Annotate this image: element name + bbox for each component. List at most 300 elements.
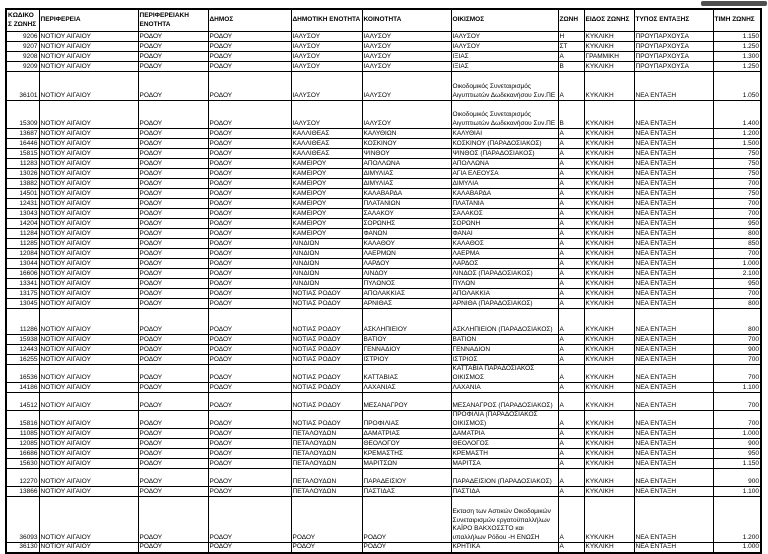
cell-regional-unit: ΡΟΔΟΥ bbox=[138, 159, 208, 169]
cell-regional-unit: ΡΟΔΟΥ bbox=[138, 179, 208, 189]
cell-municipal-unit: ΠΕΤΑΛΟΥΔΩΝ bbox=[291, 439, 362, 449]
cell-settlement: ΚΑΛΥΘΙΑΙ bbox=[451, 129, 558, 139]
cell-entry-type: ΝΕΑ ΕΝΤΑΞΗ bbox=[634, 289, 713, 299]
table-row bbox=[6, 269, 761, 279]
cell-municipality: ΡΟΔΟΥ bbox=[208, 62, 291, 72]
cell-settlement: ΔΙΜΥΛΙΑ bbox=[451, 179, 558, 189]
cell-municipal-unit: ΙΑΛΥΣΟΥ bbox=[291, 52, 362, 62]
cell-municipality: ΡΟΔΟΥ bbox=[208, 179, 291, 189]
cell-entry-type: ΝΕΑ ΕΝΤΑΞΗ bbox=[634, 259, 713, 269]
cell-municipality: ΡΟΔΟΥ bbox=[208, 383, 291, 393]
cell-municipality: ΡΟΔΟΥ bbox=[208, 269, 291, 279]
cell-settlement: ΙΞΙΑΣ bbox=[451, 62, 558, 72]
cell-region: ΝΟΤΙΟΥ ΑΙΓΑΙΟΥ bbox=[39, 487, 138, 497]
cell-zone-code: 11286 bbox=[6, 309, 39, 335]
cell-zone-price: 1.100 bbox=[713, 383, 761, 393]
cell-regional-unit: ΡΟΔΟΥ bbox=[138, 139, 208, 149]
cell-zone-kind: ΓΡΑΜΜΙΚΗ bbox=[584, 52, 634, 62]
cell-municipal-unit: ΚΑΜΕΙΡΟΥ bbox=[291, 189, 362, 199]
cell-region: ΝΟΤΙΟΥ ΑΙΓΑΙΟΥ bbox=[39, 32, 138, 42]
cell-municipal-unit: ΙΑΛΥΣΟΥ bbox=[291, 62, 362, 72]
cell-region: ΝΟΤΙΟΥ ΑΙΓΑΙΟΥ bbox=[39, 72, 138, 101]
cell-region: ΝΟΤΙΟΥ ΑΙΓΑΙΟΥ bbox=[39, 355, 138, 365]
cell-community: ΔΑΜΑΤΡΙΑΣ bbox=[362, 429, 451, 439]
cell-community: ΙΑΛΥΣΟΥ bbox=[362, 62, 451, 72]
cell-zone-price: 1.500 bbox=[713, 139, 761, 149]
cell-municipal-unit: ΝΟΤΙΑΣ ΡΟΔΟΥ bbox=[291, 345, 362, 355]
cell-zone-kind: ΚΥΚΛΙΚΗ bbox=[584, 129, 634, 139]
cell-zone-code: 12443 bbox=[6, 345, 39, 355]
column-header-zone-code: ΚΩΔΙΚΟΣ ΖΩΝΗΣ bbox=[6, 9, 39, 32]
cell-municipality: ΡΟΔΟΥ bbox=[208, 393, 291, 411]
cell-entry-type: ΝΕΑ ΕΝΤΑΞΗ bbox=[634, 497, 713, 543]
cell-municipality: ΡΟΔΟΥ bbox=[208, 459, 291, 469]
cell-settlement: ΔΑΜΑΤΡΙΑ bbox=[451, 429, 558, 439]
cell-entry-type: ΝΕΑ ΕΝΤΑΞΗ bbox=[634, 169, 713, 179]
cell-zone-price: 900 bbox=[713, 345, 761, 355]
cell-community: ΙΣΤΡΙΟΥ bbox=[362, 355, 451, 365]
cell-zone-code: 14186 bbox=[6, 383, 39, 393]
table-row bbox=[6, 345, 761, 355]
cell-zone: Α bbox=[558, 239, 584, 249]
cell-settlement: Εκταση των Αστικών Οικοδομικών Συνεταιρισμών εργατοϋπαλλήλων ΚΑΪΡΟ ΒΑΚΧΟΣΣΤΟ και υπαλλήλων Ρόδου -Η ΕΝΩΣΗ bbox=[451, 497, 558, 543]
cell-zone-price: 700 bbox=[713, 335, 761, 345]
cell-municipality: ΡΟΔΟΥ bbox=[208, 229, 291, 239]
cell-settlement: ΦΑΝΑΙ bbox=[451, 229, 558, 239]
cell-community: ΔΙΜΥΛΙΑΣ bbox=[362, 179, 451, 189]
cell-regional-unit: ΡΟΔΟΥ bbox=[138, 469, 208, 487]
cell-community: ΚΑΛΥΘΙΩΝ bbox=[362, 129, 451, 139]
cell-zone-kind: ΚΥΚΛΙΚΗ bbox=[584, 459, 634, 469]
cell-entry-type: ΝΕΑ ΕΝΤΑΞΗ bbox=[634, 469, 713, 487]
table-row bbox=[6, 299, 761, 309]
cell-region: ΝΟΤΙΟΥ ΑΙΓΑΙΟΥ bbox=[39, 449, 138, 459]
cell-settlement: ΜΕΣΑΝΑΓΡΟΣ (ΠΑΡΑΔΟΣΙΑΚΟΣ) bbox=[451, 393, 558, 411]
cell-zone-code: 36130 bbox=[6, 543, 39, 553]
cell-community: ΛΑΡΔΟΥ bbox=[362, 259, 451, 269]
cell-zone: Α bbox=[558, 345, 584, 355]
cell-community: ΑΠΟΛΛΩΝΑ bbox=[362, 159, 451, 169]
cell-community: ΙΑΛΥΣΟΥ bbox=[362, 101, 451, 129]
cell-zone-price: 2.100 bbox=[713, 269, 761, 279]
cell-municipality: ΡΟΔΟΥ bbox=[208, 149, 291, 159]
cell-region: ΝΟΤΙΟΥ ΑΙΓΑΙΟΥ bbox=[39, 411, 138, 429]
cell-settlement: ΑΓΙΑ ΕΛΕΟΥΣΑ bbox=[451, 169, 558, 179]
cell-region: ΝΟΤΙΟΥ ΑΙΓΑΙΟΥ bbox=[39, 249, 138, 259]
column-header-settlement: ΟΙΚΙΣΜΟΣ bbox=[451, 9, 558, 32]
cell-settlement: ΑΡΝΙΘΑ (ΠΑΡΑΔΟΣΙΑΚΟΣ) bbox=[451, 299, 558, 309]
cell-entry-type: ΝΕΑ ΕΝΤΑΞΗ bbox=[634, 229, 713, 239]
cell-entry-type: ΝΕΑ ΕΝΤΑΞΗ bbox=[634, 249, 713, 259]
cell-community: ΚΡΕΜΑΣΤΗΣ bbox=[362, 449, 451, 459]
cell-community: ΨΙΝΘΟΥ bbox=[362, 149, 451, 159]
cell-region: ΝΟΤΙΟΥ ΑΙΓΑΙΟΥ bbox=[39, 42, 138, 52]
cell-regional-unit: ΡΟΔΟΥ bbox=[138, 497, 208, 543]
cell-municipal-unit: ΝΟΤΙΑΣ ΡΟΔΟΥ bbox=[291, 299, 362, 309]
cell-zone-kind: ΚΥΚΛΙΚΗ bbox=[584, 159, 634, 169]
cell-regional-unit: ΡΟΔΟΥ bbox=[138, 229, 208, 239]
cell-zone-price: 1.000 bbox=[713, 429, 761, 439]
column-header-entry-type: ΤΥΠΟΣ ΕΝΤΑΞΗΣ bbox=[634, 9, 713, 32]
cell-settlement: ΠΑΣΤΙΔΑ bbox=[451, 487, 558, 497]
cell-community: ΜΑΡΙΤΣΩΝ bbox=[362, 459, 451, 469]
cell-municipality: ΡΟΔΟΥ bbox=[208, 355, 291, 365]
cell-municipal-unit: ΙΑΛΥΣΟΥ bbox=[291, 42, 362, 52]
column-header-regional-unit: ΠΕΡΙΦΕΡΕΙΑΚΗ ΕΝΟΤΗΤΑ bbox=[138, 9, 208, 32]
cell-municipality: ΡΟΔΟΥ bbox=[208, 139, 291, 149]
cell-entry-type: ΝΕΑ ΕΝΤΑΞΗ bbox=[634, 383, 713, 393]
cell-zone-price: 950 bbox=[713, 449, 761, 459]
table-row bbox=[6, 139, 761, 149]
table-row bbox=[6, 365, 761, 383]
cell-municipality: ΡΟΔΟΥ bbox=[208, 543, 291, 553]
cell-zone-kind: ΚΥΚΛΙΚΗ bbox=[584, 72, 634, 101]
cell-entry-type: ΝΕΑ ΕΝΤΑΞΗ bbox=[634, 345, 713, 355]
cell-municipal-unit: ΠΕΤΑΛΟΥΔΩΝ bbox=[291, 469, 362, 487]
cell-entry-type: ΝΕΑ ΕΝΤΑΞΗ bbox=[634, 335, 713, 345]
cell-entry-type: ΝΕΑ ΕΝΤΑΞΗ bbox=[634, 411, 713, 429]
cell-entry-type: ΝΕΑ ΕΝΤΑΞΗ bbox=[634, 543, 713, 553]
cell-zone: Α bbox=[558, 299, 584, 309]
cell-zone: Α bbox=[558, 289, 584, 299]
cell-zone-price: 700 bbox=[713, 355, 761, 365]
cell-zone-code: 9206 bbox=[6, 32, 39, 42]
cell-zone-price: 1.300 bbox=[713, 52, 761, 62]
cell-municipal-unit: ΝΟΤΙΑΣ ΡΟΔΟΥ bbox=[291, 289, 362, 299]
cell-entry-type: ΝΕΑ ΕΝΤΑΞΗ bbox=[634, 159, 713, 169]
cell-settlement: ΙΞΙΑΣ bbox=[451, 52, 558, 62]
cell-zone-kind: ΚΥΚΛΙΚΗ bbox=[584, 355, 634, 365]
cell-region: ΝΟΤΙΟΥ ΑΙΓΑΙΟΥ bbox=[39, 289, 138, 299]
cell-region: ΝΟΤΙΟΥ ΑΙΓΑΙΟΥ bbox=[39, 279, 138, 289]
cell-zone-price: 800 bbox=[713, 229, 761, 239]
cell-zone-code: 12084 bbox=[6, 249, 39, 259]
cell-zone-kind: ΚΥΚΛΙΚΗ bbox=[584, 219, 634, 229]
cell-zone-price: 700 bbox=[713, 393, 761, 411]
cell-zone-code: 12270 bbox=[6, 469, 39, 487]
cell-municipal-unit: ΛΙΝΔΙΩΝ bbox=[291, 279, 362, 289]
table-row bbox=[6, 497, 761, 543]
cell-community: ΙΑΛΥΣΟΥ bbox=[362, 72, 451, 101]
cell-municipality: ΡΟΔΟΥ bbox=[208, 279, 291, 289]
cell-regional-unit: ΡΟΔΟΥ bbox=[138, 249, 208, 259]
cell-zone-price: 1.050 bbox=[713, 72, 761, 101]
cell-entry-type: ΝΕΑ ΕΝΤΑΞΗ bbox=[634, 365, 713, 383]
cell-regional-unit: ΡΟΔΟΥ bbox=[138, 101, 208, 129]
cell-entry-type: ΝΕΑ ΕΝΤΑΞΗ bbox=[634, 199, 713, 209]
cell-settlement: ΑΠΟΛΛΩΝΑ bbox=[451, 159, 558, 169]
cell-entry-type: ΝΕΑ ΕΝΤΑΞΗ bbox=[634, 449, 713, 459]
cell-region: ΝΟΤΙΟΥ ΑΙΓΑΙΟΥ bbox=[39, 497, 138, 543]
cell-region: ΝΟΤΙΟΥ ΑΙΓΑΙΟΥ bbox=[39, 335, 138, 345]
cell-zone: Α bbox=[558, 179, 584, 189]
table-header-row bbox=[6, 9, 761, 32]
cell-zone: Α bbox=[558, 469, 584, 487]
cell-regional-unit: ΡΟΔΟΥ bbox=[138, 449, 208, 459]
cell-zone: Α bbox=[558, 159, 584, 169]
cell-entry-type: ΝΕΑ ΕΝΤΑΞΗ bbox=[634, 429, 713, 439]
cell-zone-code: 16446 bbox=[6, 139, 39, 149]
cell-municipal-unit: ΚΑΛΛΙΘΕΑΣ bbox=[291, 149, 362, 159]
cell-settlement: ΚΡΗΤΙΚΑ bbox=[451, 543, 558, 553]
cell-zone-code: 16686 bbox=[6, 449, 39, 459]
cell-zone: Α bbox=[558, 229, 584, 239]
cell-regional-unit: ΡΟΔΟΥ bbox=[138, 62, 208, 72]
cell-zone-price: 850 bbox=[713, 239, 761, 249]
cell-zone-kind: ΚΥΚΛΙΚΗ bbox=[584, 42, 634, 52]
cell-zone-kind: ΚΥΚΛΙΚΗ bbox=[584, 249, 634, 259]
table-row bbox=[6, 239, 761, 249]
cell-region: ΝΟΤΙΟΥ ΑΙΓΑΙΟΥ bbox=[39, 383, 138, 393]
table-row bbox=[6, 32, 761, 42]
cell-zone: Α bbox=[558, 219, 584, 229]
cell-settlement: ΠΑΡΑΔΕΙΣΙΟΝ (ΠΑΡΑΔΟΣΙΑΚΟΣ) bbox=[451, 469, 558, 487]
cell-settlement: ΑΠΟΛΑΚΚΙΑ bbox=[451, 289, 558, 299]
cell-zone-price: 700 bbox=[713, 199, 761, 209]
cell-entry-type: ΝΕΑ ΕΝΤΑΞΗ bbox=[634, 179, 713, 189]
cell-regional-unit: ΡΟΔΟΥ bbox=[138, 439, 208, 449]
cell-region: ΝΟΤΙΟΥ ΑΙΓΑΙΟΥ bbox=[39, 199, 138, 209]
cell-municipal-unit: ΛΙΝΔΙΩΝ bbox=[291, 249, 362, 259]
cell-community: ΘΕΟΛΟΓΟΥ bbox=[362, 439, 451, 449]
cell-zone-kind: ΚΥΚΛΙΚΗ bbox=[584, 229, 634, 239]
cell-settlement: ΠΛΑΤΑΝΙΑ bbox=[451, 199, 558, 209]
cell-community: ΡΟΔΟΥ bbox=[362, 497, 451, 543]
cell-settlement: ΨΙΝΘΟΣ (ΠΑΡΑΔΟΣΙΑΚΟΣ) bbox=[451, 149, 558, 159]
cell-entry-type: ΝΕΑ ΕΝΤΑΞΗ bbox=[634, 393, 713, 411]
cell-region: ΝΟΤΙΟΥ ΑΙΓΑΙΟΥ bbox=[39, 169, 138, 179]
cell-regional-unit: ΡΟΔΟΥ bbox=[138, 365, 208, 383]
cell-municipality: ΡΟΔΟΥ bbox=[208, 439, 291, 449]
cell-zone-kind: ΚΥΚΛΙΚΗ bbox=[584, 32, 634, 42]
cell-municipal-unit: ΙΑΛΥΣΟΥ bbox=[291, 32, 362, 42]
cell-zone-code: 13043 bbox=[6, 209, 39, 219]
table-row bbox=[6, 469, 761, 487]
cell-community: ΣΑΛΑΚΟΥ bbox=[362, 209, 451, 219]
cell-settlement: ΛΑΡΔΟΣ bbox=[451, 259, 558, 269]
cell-region: ΝΟΤΙΟΥ ΑΙΓΑΙΟΥ bbox=[39, 309, 138, 335]
cell-zone: Α bbox=[558, 52, 584, 62]
table-row bbox=[6, 219, 761, 229]
cell-settlement: ΙΑΛΥΣΟΥ bbox=[451, 32, 558, 42]
cell-community: ΠΡΟΦΙΛΙΑΣ bbox=[362, 411, 451, 429]
cell-community: ΛΑΧΑΝΙΑΣ bbox=[362, 383, 451, 393]
cell-zone-price: 800 bbox=[713, 299, 761, 309]
cell-zone-code: 11284 bbox=[6, 229, 39, 239]
cell-region: ΝΟΤΙΟΥ ΑΙΓΑΙΟΥ bbox=[39, 229, 138, 239]
cell-zone-code: 13882 bbox=[6, 179, 39, 189]
cell-zone: Α bbox=[558, 209, 584, 219]
cell-municipal-unit: ΝΟΤΙΑΣ ΡΟΔΟΥ bbox=[291, 411, 362, 429]
cell-settlement: ΑΣΚΛΗΠΙΕΙΟΝ (ΠΑΡΑΔΟΣΙΑΚΟΣ) bbox=[451, 309, 558, 335]
cell-settlement: ΘΕΟΛΟΓΟΣ bbox=[451, 439, 558, 449]
cell-zone-price: 1.100 bbox=[713, 487, 761, 497]
cell-zone-kind: ΚΥΚΛΙΚΗ bbox=[584, 411, 634, 429]
column-header-zone-kind: ΕΙΔΟΣ ΖΩΝΗΣ bbox=[584, 9, 634, 32]
cell-regional-unit: ΡΟΔΟΥ bbox=[138, 543, 208, 553]
cell-entry-type: ΠΡΟΥΠΑΡΧΟΥΣΑ bbox=[634, 32, 713, 42]
cell-zone-kind: ΚΥΚΛΙΚΗ bbox=[584, 279, 634, 289]
cell-zone-kind: ΚΥΚΛΙΚΗ bbox=[584, 169, 634, 179]
cell-community: ΡΟΔΟΥ bbox=[362, 543, 451, 553]
table-row bbox=[6, 189, 761, 199]
cell-zone-price: 700 bbox=[713, 209, 761, 219]
cell-settlement: ΙΑΛΥΣΟΥ bbox=[451, 42, 558, 52]
cell-zone: Α bbox=[558, 139, 584, 149]
cell-regional-unit: ΡΟΔΟΥ bbox=[138, 169, 208, 179]
cell-region: ΝΟΤΙΟΥ ΑΙΓΑΙΟΥ bbox=[39, 365, 138, 383]
cell-settlement: ΚΑΤΤΑΒΙΑ ΠΑΡΑΔΟΣΙΑΚΟΣ ΟΙΚΙΣΜΟΣ bbox=[451, 365, 558, 383]
cell-zone-code: 13026 bbox=[6, 169, 39, 179]
cell-region: ΝΟΤΙΟΥ ΑΙΓΑΙΟΥ bbox=[39, 129, 138, 139]
cell-settlement: ΙΣΤΡΙΟΣ bbox=[451, 355, 558, 365]
table-row bbox=[6, 411, 761, 429]
cell-municipal-unit: ΚΑΛΛΙΘΕΑΣ bbox=[291, 129, 362, 139]
cell-zone-code: 9209 bbox=[6, 62, 39, 72]
cell-zone-price: 1.250 bbox=[713, 42, 761, 52]
cell-zone-kind: ΚΥΚΛΙΚΗ bbox=[584, 62, 634, 72]
cell-zone: Α bbox=[558, 449, 584, 459]
cell-regional-unit: ΡΟΔΟΥ bbox=[138, 383, 208, 393]
cell-regional-unit: ΡΟΔΟΥ bbox=[138, 219, 208, 229]
cell-zone-price: 900 bbox=[713, 469, 761, 487]
cell-zone-price: 1.150 bbox=[713, 32, 761, 42]
cell-community: ΠΑΡΑΔΕΙΣΙΟΥ bbox=[362, 469, 451, 487]
table-body bbox=[6, 32, 761, 553]
cell-zone-kind: ΚΥΚΛΙΚΗ bbox=[584, 393, 634, 411]
scrollbar-thumb[interactable] bbox=[701, 1, 767, 6]
cell-settlement: ΚΡΕΜΑΣΤΗ bbox=[451, 449, 558, 459]
cell-municipality: ΡΟΔΟΥ bbox=[208, 497, 291, 543]
cell-zone-price: 1.000 bbox=[713, 543, 761, 553]
cell-zone-price: 700 bbox=[713, 179, 761, 189]
table-row bbox=[6, 459, 761, 469]
cell-municipal-unit: ΛΙΝΔΙΩΝ bbox=[291, 239, 362, 249]
cell-municipal-unit: ΝΟΤΙΑΣ ΡΟΔΟΥ bbox=[291, 309, 362, 335]
cell-zone-kind: ΚΥΚΛΙΚΗ bbox=[584, 345, 634, 355]
cell-zone-price: 950 bbox=[713, 279, 761, 289]
cell-region: ΝΟΤΙΟΥ ΑΙΓΑΙΟΥ bbox=[39, 345, 138, 355]
cell-zone: Α bbox=[558, 269, 584, 279]
cell-zone-price: 950 bbox=[713, 219, 761, 229]
cell-zone-kind: ΚΥΚΛΙΚΗ bbox=[584, 239, 634, 249]
cell-zone-code: 15309 bbox=[6, 101, 39, 129]
cell-settlement: ΒΑΤΙΟΝ bbox=[451, 335, 558, 345]
cell-regional-unit: ΡΟΔΟΥ bbox=[138, 487, 208, 497]
cell-municipality: ΡΟΔΟΥ bbox=[208, 219, 291, 229]
cell-municipality: ΡΟΔΟΥ bbox=[208, 199, 291, 209]
cell-entry-type: ΝΕΑ ΕΝΤΑΞΗ bbox=[634, 279, 713, 289]
cell-municipality: ΡΟΔΟΥ bbox=[208, 335, 291, 345]
cell-entry-type: ΝΕΑ ΕΝΤΑΞΗ bbox=[634, 101, 713, 129]
cell-municipal-unit: ΝΟΤΙΑΣ ΡΟΔΟΥ bbox=[291, 365, 362, 383]
cell-region: ΝΟΤΙΟΥ ΑΙΓΑΙΟΥ bbox=[39, 239, 138, 249]
cell-settlement: ΛΑΕΡΜΑ bbox=[451, 249, 558, 259]
cell-zone-kind: ΚΥΚΛΙΚΗ bbox=[584, 199, 634, 209]
cell-regional-unit: ΡΟΔΟΥ bbox=[138, 189, 208, 199]
cell-entry-type: ΝΕΑ ΕΝΤΑΞΗ bbox=[634, 72, 713, 101]
table-row bbox=[6, 209, 761, 219]
cell-settlement: ΣΟΡΩΝΗ bbox=[451, 219, 558, 229]
cell-regional-unit: ΡΟΔΟΥ bbox=[138, 42, 208, 52]
cell-region: ΝΟΤΙΟΥ ΑΙΓΑΙΟΥ bbox=[39, 259, 138, 269]
cell-regional-unit: ΡΟΔΟΥ bbox=[138, 129, 208, 139]
cell-zone-code: 15630 bbox=[6, 459, 39, 469]
cell-zone: Α bbox=[558, 189, 584, 199]
cell-settlement: Οικοδομικός Συνεταιρισμός Αιγυπτιωτών Δωδεκανήσου Συν.ΠΕ bbox=[451, 101, 558, 129]
cell-zone-code: 9207 bbox=[6, 42, 39, 52]
cell-regional-unit: ΡΟΔΟΥ bbox=[138, 259, 208, 269]
cell-zone-price: 1.000 bbox=[713, 259, 761, 269]
cell-settlement: ΛΑΧΑΝΙΑ bbox=[451, 383, 558, 393]
cell-settlement: ΛΙΝΔΟΣ (ΠΑΡΑΔΟΣΙΑΚΟΣ) bbox=[451, 269, 558, 279]
cell-region: ΝΟΤΙΟΥ ΑΙΓΑΙΟΥ bbox=[39, 393, 138, 411]
cell-regional-unit: ΡΟΔΟΥ bbox=[138, 289, 208, 299]
cell-zone-kind: ΚΥΚΛΙΚΗ bbox=[584, 209, 634, 219]
cell-regional-unit: ΡΟΔΟΥ bbox=[138, 269, 208, 279]
cell-zone-kind: ΚΥΚΛΙΚΗ bbox=[584, 139, 634, 149]
cell-entry-type: ΝΕΑ ΕΝΤΑΞΗ bbox=[634, 209, 713, 219]
cell-settlement: ΠΥΛΩΝ bbox=[451, 279, 558, 289]
cell-zone-code: 12431 bbox=[6, 199, 39, 209]
cell-zone-code: 16255 bbox=[6, 355, 39, 365]
cell-settlement: ΓΕΝΝΑΔΙΟΝ bbox=[451, 345, 558, 355]
cell-municipality: ΡΟΔΟΥ bbox=[208, 159, 291, 169]
cell-regional-unit: ΡΟΔΟΥ bbox=[138, 72, 208, 101]
cell-municipal-unit: ΚΑΜΕΙΡΟΥ bbox=[291, 199, 362, 209]
cell-zone: Α bbox=[558, 439, 584, 449]
cell-municipal-unit: ΚΑΜΕΙΡΟΥ bbox=[291, 209, 362, 219]
cell-municipality: ΡΟΔΟΥ bbox=[208, 365, 291, 383]
cell-zone-code: 9208 bbox=[6, 52, 39, 62]
cell-zone: Α bbox=[558, 543, 584, 553]
cell-zone-price: 800 bbox=[713, 309, 761, 335]
cell-community: ΚΑΛΑΒΑΡΔΑ bbox=[362, 189, 451, 199]
cell-municipality: ΡΟΔΟΥ bbox=[208, 42, 291, 52]
cell-municipal-unit: ΝΟΤΙΑΣ ΡΟΔΟΥ bbox=[291, 335, 362, 345]
cell-zone-price: 750 bbox=[713, 149, 761, 159]
cell-municipal-unit: ΚΑΜΕΙΡΟΥ bbox=[291, 229, 362, 239]
cell-zone-code: 36101 bbox=[6, 72, 39, 101]
cell-municipal-unit: ΠΕΤΑΛΟΥΔΩΝ bbox=[291, 487, 362, 497]
cell-zone-kind: ΚΥΚΛΙΚΗ bbox=[584, 449, 634, 459]
cell-municipality: ΡΟΔΟΥ bbox=[208, 189, 291, 199]
cell-municipal-unit: ΙΑΛΥΣΟΥ bbox=[291, 101, 362, 129]
cell-community: ΙΑΛΥΣΟΥ bbox=[362, 52, 451, 62]
cell-zone-price: 750 bbox=[713, 169, 761, 179]
cell-zone-kind: ΚΥΚΛΙΚΗ bbox=[584, 335, 634, 345]
table-row bbox=[6, 429, 761, 439]
cell-zone-price: 750 bbox=[713, 159, 761, 169]
table-row bbox=[6, 249, 761, 259]
cell-zone-price: 700 bbox=[713, 249, 761, 259]
cell-zone-kind: ΚΥΚΛΙΚΗ bbox=[584, 439, 634, 449]
cell-municipal-unit: ΝΟΤΙΑΣ ΡΟΔΟΥ bbox=[291, 393, 362, 411]
cell-region: ΝΟΤΙΟΥ ΑΙΓΑΙΟΥ bbox=[39, 543, 138, 553]
table-row bbox=[6, 355, 761, 365]
cell-region: ΝΟΤΙΟΥ ΑΙΓΑΙΟΥ bbox=[39, 209, 138, 219]
cell-zone-price: 750 bbox=[713, 189, 761, 199]
cell-zone-price: 700 bbox=[713, 365, 761, 383]
cell-zone-code: 16536 bbox=[6, 365, 39, 383]
cell-zone: Α bbox=[558, 355, 584, 365]
cell-region: ΝΟΤΙΟΥ ΑΙΓΑΙΟΥ bbox=[39, 149, 138, 159]
cell-zone-kind: ΚΥΚΛΙΚΗ bbox=[584, 365, 634, 383]
cell-region: ΝΟΤΙΟΥ ΑΙΓΑΙΟΥ bbox=[39, 159, 138, 169]
cell-community: ΑΠΟΛΑΚΚΙΑΣ bbox=[362, 289, 451, 299]
cell-zone-kind: ΚΥΚΛΙΚΗ bbox=[584, 429, 634, 439]
cell-zone-price: 1.150 bbox=[713, 459, 761, 469]
